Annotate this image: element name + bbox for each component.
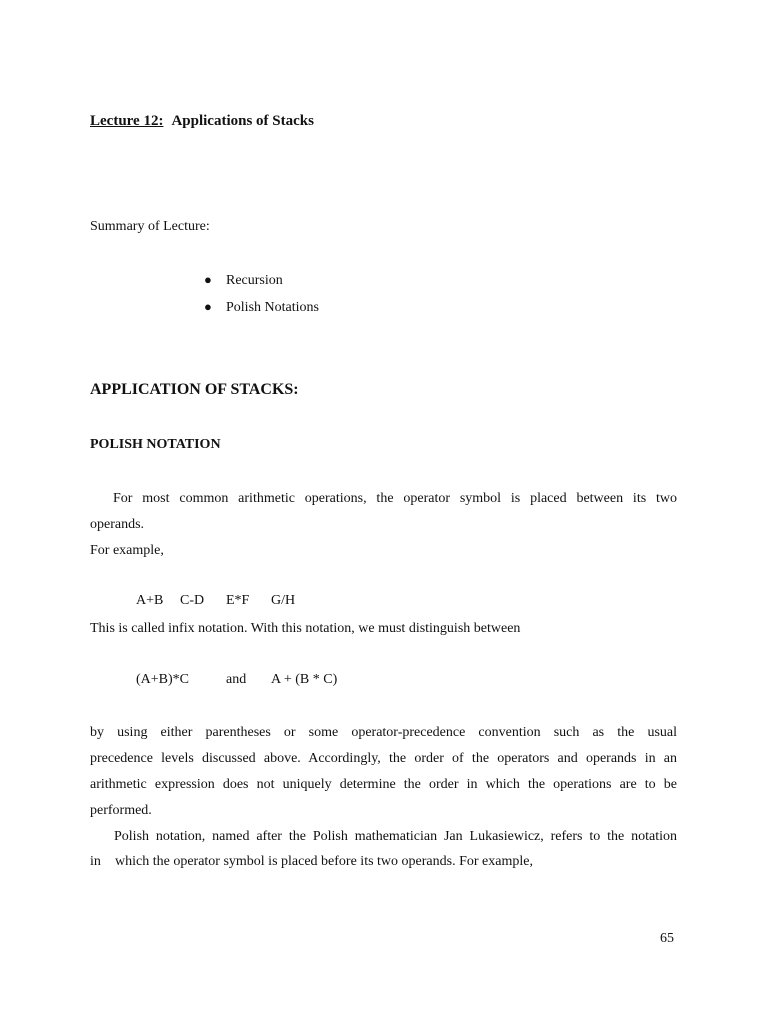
precedence-line: by using either parentheses or some operator-precedence convention such as the usual xyxy=(90,725,677,740)
precedence-line: performed. xyxy=(90,803,152,818)
precedence-line: arithmetic expression does not uniquely determine the order in which the operations are to be xyxy=(90,777,677,792)
infix-example: E*F xyxy=(226,593,250,608)
sub-heading: POLISH NOTATION xyxy=(90,437,221,452)
summary-bullet xyxy=(204,272,283,289)
lecture-topic: Applications of Stacks xyxy=(171,113,314,129)
bullet-text: Polish Notations xyxy=(226,300,319,315)
precedence-line: precedence levels discussed above. Accordingly, the order of the operators and operands in an xyxy=(90,751,677,766)
expression-left: (A+B)*C xyxy=(136,672,190,687)
expression-connector: and xyxy=(226,672,247,687)
expression-right: A + (B * C) xyxy=(271,672,338,687)
intro-line: For example, xyxy=(90,543,164,558)
infix-sentence: This is called infix notation. With this notation, we must distinguish between xyxy=(90,621,521,636)
polish-line: which the operator symbol is placed before its two operands. For example, xyxy=(115,854,533,869)
infix-example: A+B xyxy=(136,593,164,608)
polish-line-start: in xyxy=(90,854,101,869)
bullet-icon: ● xyxy=(204,299,212,314)
infix-example: G/H xyxy=(271,593,296,608)
intro-line: For most common arithmetic operations, the operator symbol is placed between its two xyxy=(113,491,677,506)
polish-line: Polish notation, named after the Polish mathematician Jan Lukasiewicz, refers to the notation xyxy=(114,829,677,844)
lecture-title xyxy=(90,113,314,130)
section-heading: APPLICATION OF STACKS: xyxy=(90,381,299,398)
bullet-text: Recursion xyxy=(226,273,283,288)
page-number: 65 xyxy=(660,931,674,946)
lecture-number: Lecture 12: xyxy=(90,113,164,129)
intro-line: operands. xyxy=(90,517,145,532)
summary-label: Summary of Lecture: xyxy=(90,219,210,234)
summary-bullet xyxy=(204,299,319,316)
infix-example: C-D xyxy=(180,593,205,608)
bullet-icon: ● xyxy=(204,272,212,287)
